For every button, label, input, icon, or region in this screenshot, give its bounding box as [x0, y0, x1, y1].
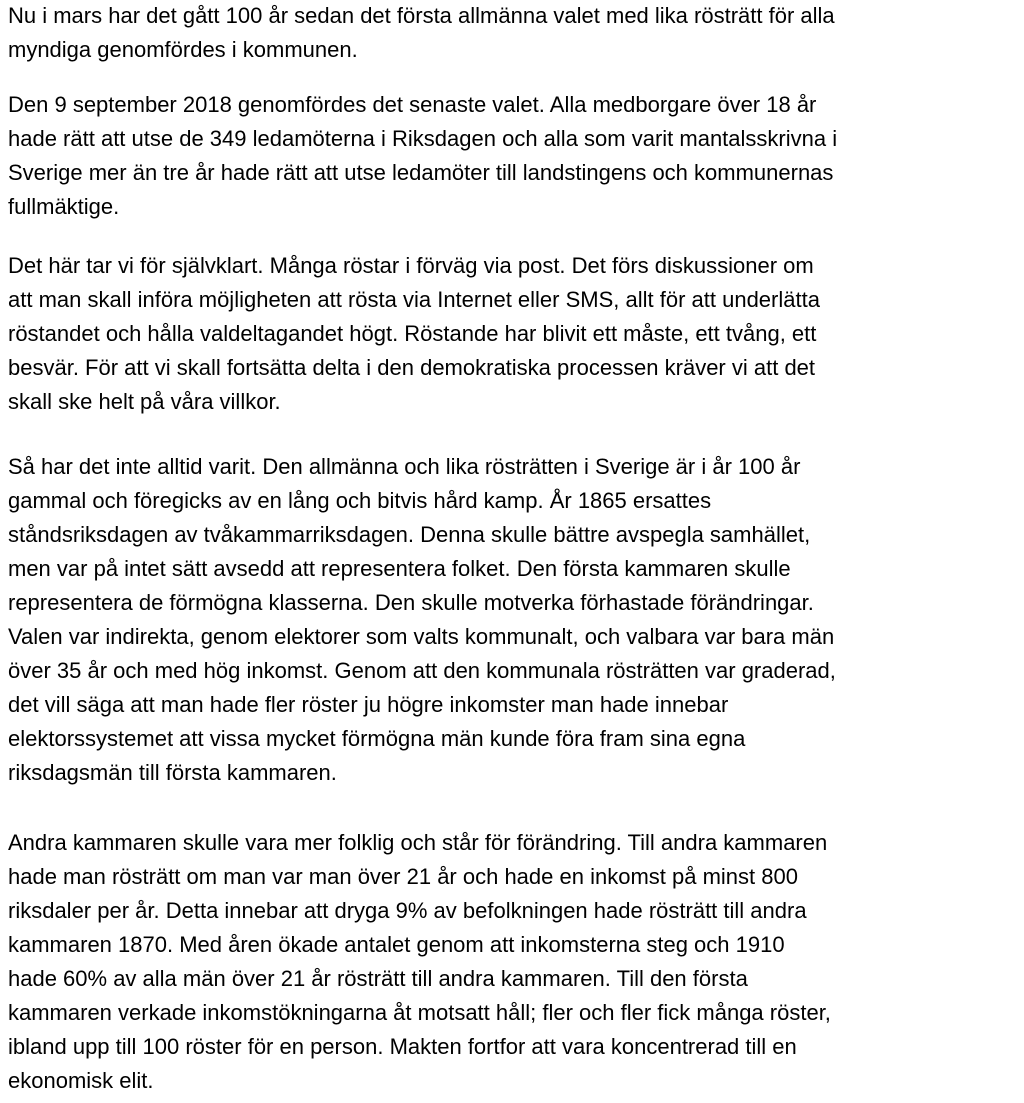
- text-line: hade man rösträtt om man var man över 21 år och hade en inkomst på minst 800: [8, 864, 798, 889]
- text-line: men var på intet sätt avsedd att representera folket. Den första kammaren skulle: [8, 556, 791, 581]
- text-line: ståndsriksdagen av tvåkammarriksdagen. Denna skulle bättre avspegla samhället,: [8, 522, 811, 547]
- paragraph-2: [8, 88, 1020, 224]
- paragraph-3: [8, 249, 1020, 419]
- text-line: Det här tar vi för självklart. Många röstar i förväg via post. Det förs diskussioner om: [8, 253, 814, 278]
- text-line: över 35 år och med hög inkomst. Genom att den kommunala rösträtten var graderad,: [8, 658, 836, 683]
- text-line: fullmäktige.: [8, 194, 120, 219]
- text-line: det vill säga att man hade fler röster ju högre inkomster man hade innebar: [8, 692, 729, 717]
- paragraph-5: [8, 826, 1020, 1098]
- paragraph-4: [8, 450, 1020, 790]
- text-line: elektorssystemet att vissa mycket förmögna män kunde föra fram sina egna: [8, 726, 746, 751]
- text-line: Den 9 september 2018 genomfördes det senaste valet. Alla medborgare över 18 år: [8, 92, 817, 117]
- paragraph-1: [8, 0, 1020, 67]
- text-line: hade 60% av alla män över 21 år rösträtt till andra kammaren. Till den första: [8, 966, 748, 991]
- text-line: Andra kammaren skulle vara mer folklig och står för förändring. Till andra kammaren: [8, 830, 828, 855]
- text-line: gammal och föregicks av en lång och bitvis hård kamp. År 1865 ersattes: [8, 488, 712, 513]
- text-line: hade rätt att utse de 349 ledamöterna i Riksdagen och alla som varit mantalsskrivna i: [8, 126, 838, 151]
- text-line: myndiga genomfördes i kommunen.: [8, 37, 358, 62]
- text-line: att man skall införa möjligheten att rösta via Internet eller SMS, allt för att underlätta: [8, 287, 820, 312]
- text-line: Sverige mer än tre år hade rätt att utse ledamöter till landstingens och kommunernas: [8, 160, 834, 185]
- text-line: ibland upp till 100 röster för en person. Makten fortfor att vara koncentrerad till en: [8, 1034, 797, 1059]
- text-line: ekonomisk elit.: [8, 1068, 154, 1093]
- text-line: kammaren 1870. Med åren ökade antalet genom att inkomsterna steg och 1910: [8, 932, 785, 957]
- text-line: kammaren verkade inkomstökningarna åt motsatt håll; fler och fler fick många röster,: [8, 1000, 831, 1025]
- text-line: representera de förmögna klasserna. Den skulle motverka förhastade förändringar.: [8, 590, 814, 615]
- text-line: Valen var indirekta, genom elektorer som valts kommunalt, och valbara var bara män: [8, 624, 835, 649]
- text-line: besvär. För att vi skall fortsätta delta i den demokratiska processen kräver vi att det: [8, 355, 816, 380]
- text-line: röstandet och hålla valdeltagandet högt. Röstande har blivit ett måste, ett tvång, ett: [8, 321, 817, 346]
- text-line: riksdaler per år. Detta innebar att dryga 9% av befolkningen hade rösträtt till andra: [8, 898, 807, 923]
- text-line: Nu i mars har det gått 100 år sedan det första allmänna valet med lika rösträtt för alla: [8, 3, 835, 28]
- text-line: riksdagsmän till första kammaren.: [8, 760, 337, 785]
- text-line: Så har det inte alltid varit. Den allmänna och lika rösträtten i Sverige är i år 100 år: [8, 454, 801, 479]
- text-line: skall ske helt på våra villkor.: [8, 389, 281, 414]
